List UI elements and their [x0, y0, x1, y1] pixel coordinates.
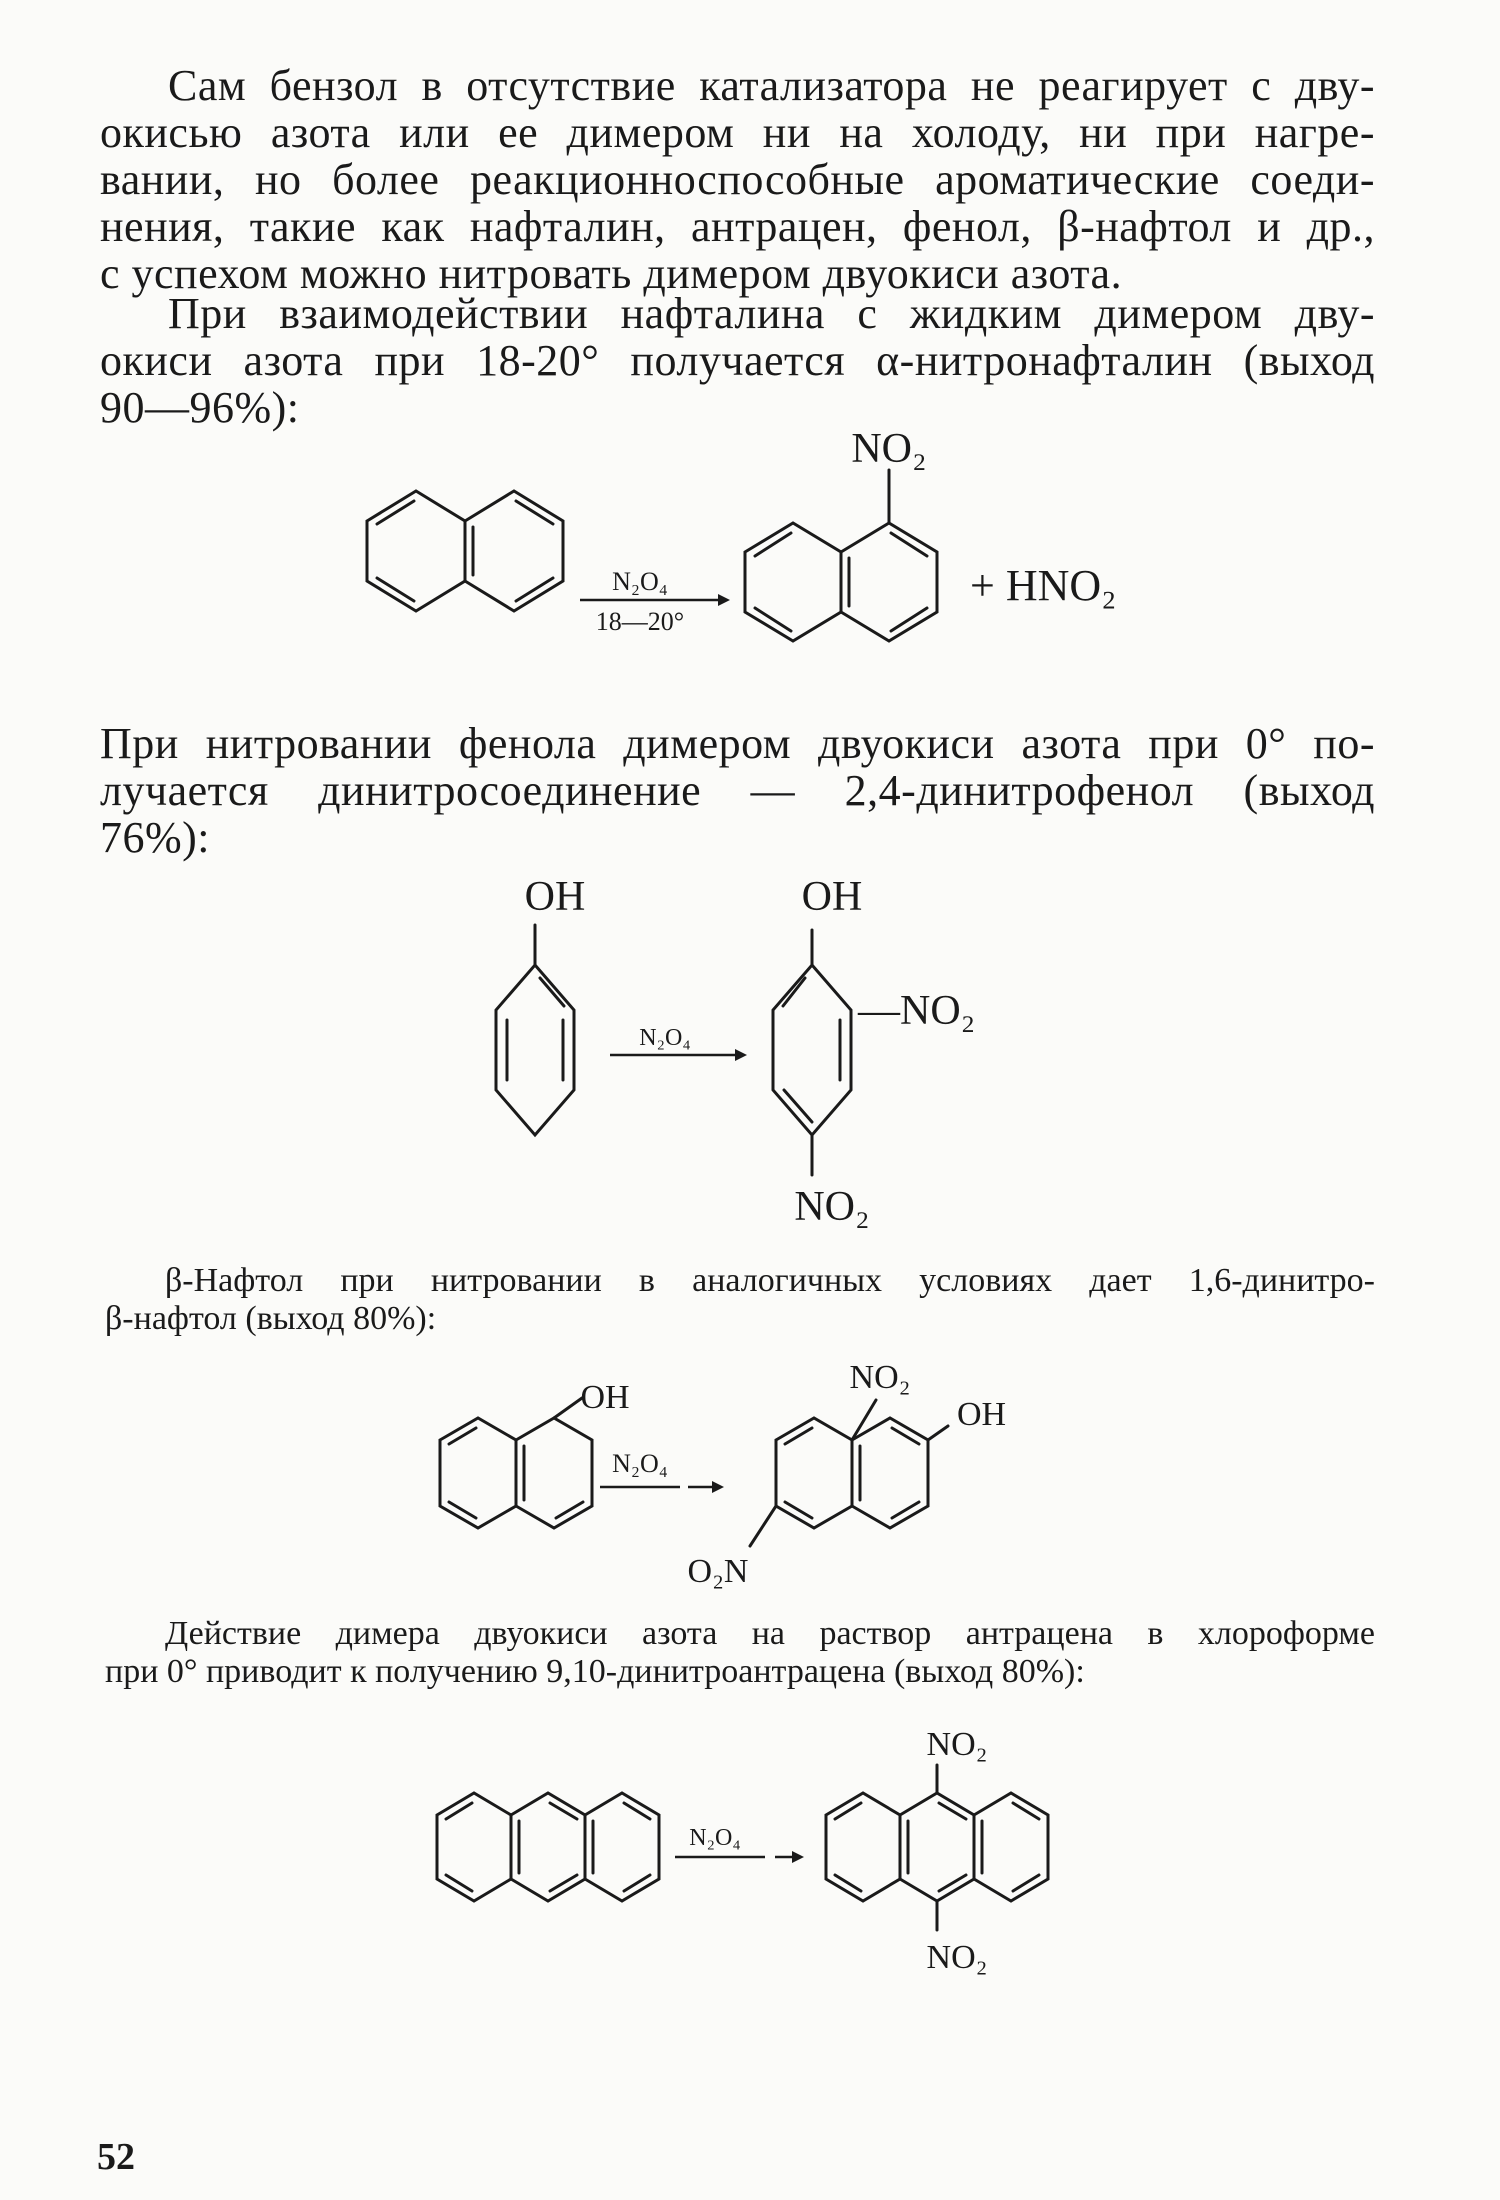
nitro-group-label: NO₂ [926, 1939, 988, 1976]
reaction-arrow [600, 1449, 724, 1493]
page-number: 52 [97, 2136, 135, 2178]
text-line: вании, но более реакционноспособные ароматические соеди- [100, 155, 1375, 204]
dinitroanthracene-structure [826, 1726, 1048, 1976]
reaction-arrow [675, 1825, 804, 1863]
paragraph-naphthalene [100, 290, 1375, 431]
text-line: с успехом можно нитровать димером двуокиси азота. [100, 249, 1123, 298]
nitro-group-label: NO₂ [851, 426, 927, 472]
nitro-group-label: NO₂ [849, 1359, 911, 1396]
reaction-scheme-beta-naphthol [0, 1340, 1500, 1600]
reaction-arrow [580, 567, 730, 636]
hydroxy-group-label: OH [580, 1379, 630, 1416]
alpha-nitronaphthalene-structure [745, 426, 937, 641]
phenol-structure [496, 874, 585, 1135]
reaction-arrow [610, 1025, 747, 1061]
nitro-group-label: NO₂ [926, 1726, 988, 1763]
paragraph-phenol [100, 720, 1375, 861]
text-line: При нитровании фенола димером двуокиси азота при 0° по- [100, 719, 1375, 768]
beta-naphthol-structure [440, 1379, 630, 1528]
text-line: лучается динитросоединение — 2,4-динитрофенол (выход [100, 766, 1375, 815]
paragraph-intro [100, 62, 1375, 297]
reagent-label: N₂O₄ [689, 1825, 741, 1851]
text-line: β-Нафтол при нитровании в аналогичных условиях дает 1,6-динитро- [165, 1262, 1375, 1299]
dinitrophenol-structure [773, 874, 975, 1230]
naphthalene-structure [367, 491, 563, 611]
reaction-scheme-phenol [0, 870, 1500, 1240]
dinitro-beta-naphthol-structure [688, 1359, 1007, 1590]
text-line: 76%): [100, 813, 211, 862]
hydroxy-group-label: OH [957, 1396, 1007, 1433]
hydroxy-group-label: OH [524, 874, 586, 920]
reaction-scheme-anthracene [0, 1710, 1500, 2050]
byproduct-label: + HNO₂ [970, 561, 1117, 610]
paragraph-beta-naphthol [105, 1262, 1375, 1338]
text-line: При взаимодействии нафталина с жидким димером дву- [168, 289, 1375, 338]
text-line: нения, такие как нафталин, антрацен, фенол, β-нафтол и др., [100, 202, 1375, 251]
reagent-label: N₂O₄ [612, 567, 668, 596]
text-line: 90—96%): [100, 383, 300, 432]
conditions-label: 18—20° [595, 607, 685, 636]
reagent-label: N₂O₄ [639, 1025, 691, 1051]
anthracene-structure [437, 1793, 659, 1901]
text-line: при 0° приводит к получению 9,10-динитроантрацена (выход 80%): [105, 1653, 1085, 1690]
reagent-label: N₂O₄ [612, 1449, 668, 1478]
nitro-group-label: —NO₂ [858, 988, 976, 1034]
text-line: окиси азота при 18-20° получается α-нитронафталин (выход [100, 336, 1375, 385]
text-line: Сам бензол в отсутствие катализатора не реагирует с дву- [168, 61, 1375, 110]
hydroxy-group-label: OH [801, 874, 863, 920]
text-line: окисью азота или ее димером ни на холоду, ни при нагре- [100, 108, 1375, 157]
text-line: Действие димера двуокиси азота на раствор антрацена в хлороформе [165, 1615, 1375, 1652]
text-line: β-нафтол (выход 80%): [105, 1300, 437, 1337]
nitro-group-label: NO₂ [794, 1184, 870, 1230]
nitro-group-label: O₂N [687, 1553, 749, 1590]
reaction-scheme-naphthalene [0, 420, 1500, 720]
paragraph-anthracene [105, 1615, 1375, 1691]
